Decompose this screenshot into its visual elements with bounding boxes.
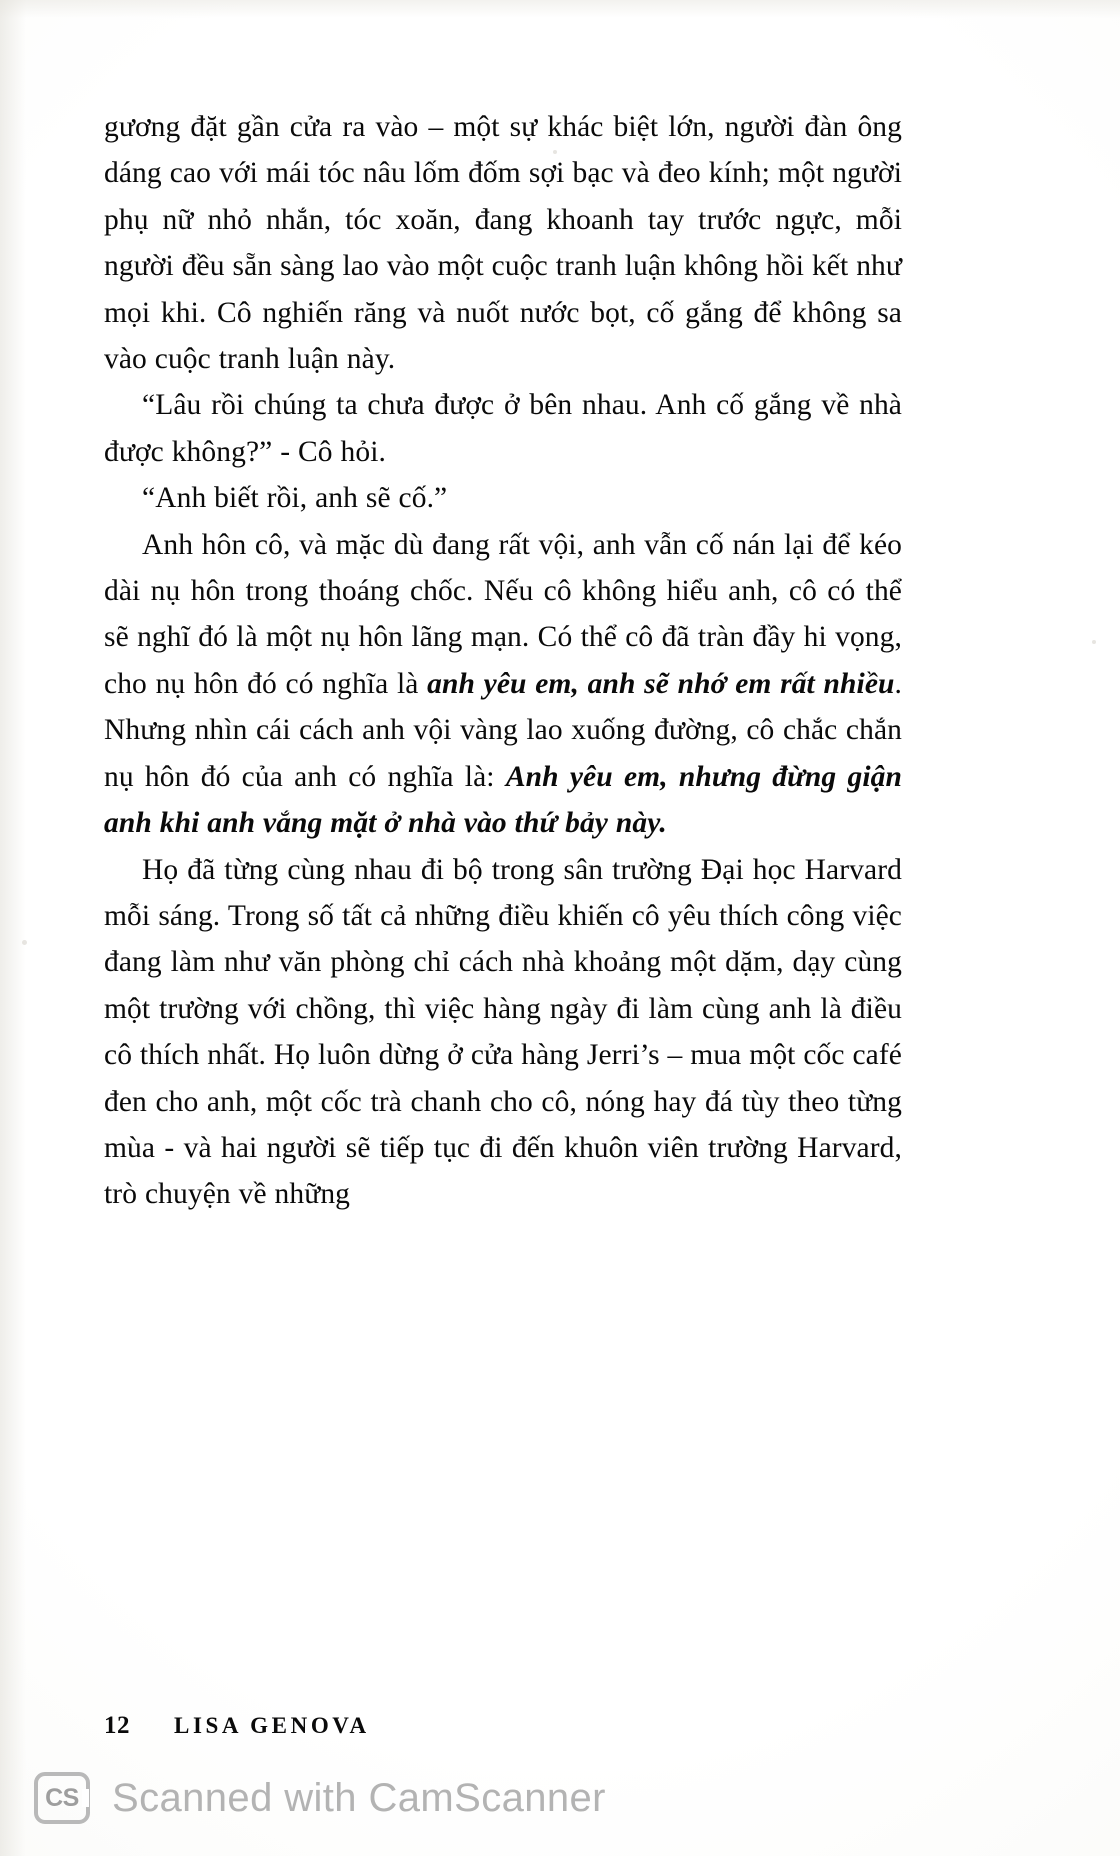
paragraph-dialogue-him: “Anh biết rồi, anh sẽ cố.” — [142, 482, 448, 515]
page-text-column — [104, 104, 902, 1218]
scan-speck — [1092, 640, 1096, 644]
camscanner-logo-icon — [34, 1772, 90, 1824]
camscanner-watermark — [34, 1772, 606, 1824]
running-head-author: LISA GENOVA — [174, 1713, 370, 1738]
camscanner-watermark-text: Scanned with CamScanner — [112, 1775, 606, 1820]
text-run-italic-i-love-you: anh yêu em, anh sẽ nhớ em rất nhiều — [427, 667, 895, 700]
paragraph-continued: gương đặt gần cửa ra vào – một sự khác biệt lớn, người đàn ông dáng cao với mái tóc nâu lốm đốm sợi bạc và đeo kính; một người phụ nữ nhỏ nhắn, tóc xoăn, đang khoanh tay trước ngực, mỗi người đều sẵn sàng lao vào một cuộc tranh luận không hồi kết như mọi khi. Cô nghiến răng và nuốt nước bọt, cố gắng để không sa vào cuộc tranh luận này. — [104, 111, 902, 376]
paragraph-dialogue-her: “Lâu rồi chúng ta chưa được ở bên nhau. Anh cố gắng về nhà được không?” - Cô hỏi. — [104, 389, 902, 468]
page-footer — [104, 1712, 370, 1740]
scan-speck — [22, 940, 27, 945]
paragraph-harvard: Họ đã từng cùng nhau đi bộ trong sân trường Đại học Harvard mỗi sáng. Trong số tất cả những điều khiến cô yêu thích công việc đang làm như văn phòng chỉ cách nhà khoảng một dặm, dạy cùng một trường với chồng, thì việc hàng ngày đi làm cùng anh là điều cô thích nhất. Họ luôn dừng ở cửa hàng Jerri’s – mua một cốc café đen cho anh, một cốc trà chanh cho cô, nóng hay đá tùy theo từng mùa - và hai người sẽ tiếp tục đi đến khuôn viên trường Harvard, trò chuyện về những — [104, 853, 902, 1211]
text-run-italic-but-dont-be-mad: Anh yêu em, nhưng đừng giận anh khi anh vắng mặt ở nhà vào thứ bảy này. — [104, 760, 902, 840]
paragraph-kiss — [104, 522, 902, 847]
text-run-roman: . Nhưng nhìn cái cách anh vội vàng lao xuống đường, cô chắc chắn nụ hôn đó của anh có nghĩa là: — [104, 667, 903, 793]
page-number: 12 — [104, 1712, 130, 1739]
camscanner-logo-label: CS — [45, 1783, 79, 1812]
text-run-roman: Anh hôn cô, và mặc dù đang rất vội, anh vẫn cố nán lại để kéo dài nụ hôn trong thoáng chốc. Nếu cô không hiểu anh, cô có thể sẽ nghĩ đó là một nụ hôn lãng mạn. Có thể cô đã tràn đầy hi vọng, cho nụ hôn đó có nghĩa là — [104, 528, 902, 700]
